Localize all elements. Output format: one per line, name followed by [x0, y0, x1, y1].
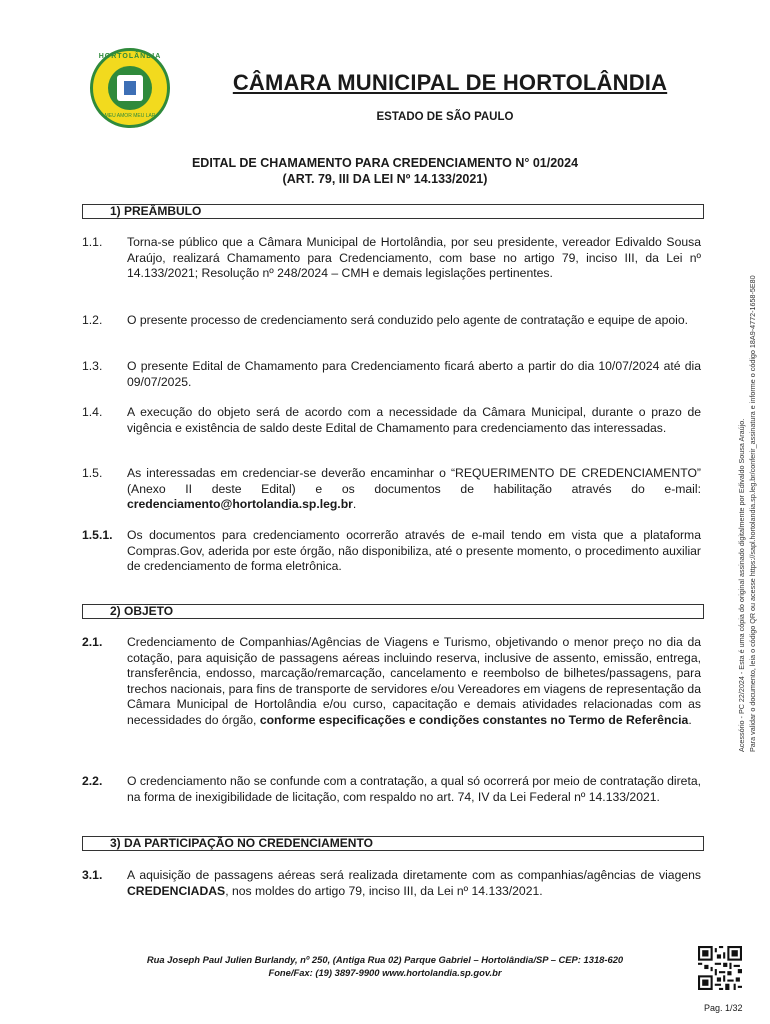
- page-number: Pag. 1/32: [704, 1003, 743, 1013]
- signature-notice: Acessório - PC 22/2024 - Esta é uma cópia do original assinado digitalmente por Edivaldo Sousa Araújo.: [737, 418, 746, 752]
- item-number: 2.1.: [82, 635, 103, 649]
- edital-title: EDITAL DE CHAMAMENTO PARA CREDENCIAMENTO N° 01/2024: [191, 156, 579, 170]
- footer-address: Rua Joseph Paul Julien Burlandy, nº 250, (Antiga Rua 02) Parque Gabriel – Hortolândia/SP – CEP: 1318-620: [146, 954, 624, 965]
- section-header-preambulo: 1) PREÂMBULO: [82, 204, 704, 219]
- footer-contact: Fone/Fax: (19) 3897-9900 www.hortolandia.sp.gov.br: [268, 967, 502, 978]
- item-number: 1.5.1.: [82, 528, 113, 542]
- municipal-seal: [90, 48, 170, 128]
- shield-icon: [117, 75, 143, 101]
- item-number: 1.1.: [82, 235, 103, 249]
- item-number: 1.4.: [82, 405, 103, 419]
- state-subtitle: ESTADO DE SÃO PAULO: [376, 111, 514, 123]
- paragraph-text: , nos moldes do artigo 79, inciso III, da Lei nº 14.133/2021.: [225, 883, 543, 898]
- email-link[interactable]: credenciamento@hortolandia.sp.leg.br: [127, 497, 353, 511]
- paragraph-1-5-1: Os documentos para credenciamento ocorrerão através de e-mail tendo em vista que a plataforma Compras.Gov, aderida por este órgão, não disponibiliza, até o presente momento, o procedimento auxiliar de credenciamento de forma eletrônica.: [127, 528, 701, 573]
- paragraph-2-2: O credenciamento não se confunde com a contratação, a qual só ocorrerá por meio de contratação direta, na forma de inexigibilidade de licitação, com respaldo no art. 74, IV da Lei Federal nº 14.133/2021.: [127, 774, 701, 804]
- paragraph-1-4: A execução do objeto será de acordo com a necessidade da Câmara Municipal, durante o prazo de vigência e existência de saldo deste Edital de Chamamento para credenciamento das interessadas.: [127, 405, 701, 435]
- item-number: 2.2.: [82, 774, 103, 788]
- paragraph-emphasis: conforme especificações e condições constantes no Termo de Referência: [259, 712, 689, 727]
- paragraph-1-2: O presente processo de credenciamento será conduzido pelo agente de contratação e equipe de apoio.: [127, 313, 689, 327]
- paragraph-text: .: [688, 712, 692, 727]
- paragraph-3-1: [127, 868, 701, 899]
- page-title: CÂMARA MUNICIPAL DE HORTOLÂNDIA: [232, 70, 668, 95]
- paragraph-1-5: [127, 466, 701, 513]
- paragraph-emphasis: CREDENCIADAS: [127, 883, 226, 898]
- item-number: 1.2.: [82, 313, 103, 327]
- paragraph-text: .: [352, 497, 357, 511]
- paragraph-1-3: O presente Edital de Chamamento para Credenciamento ficará aberto a partir do dia 10/07/2024 até dia 09/07/2025.: [127, 359, 701, 389]
- seal-emblem: [108, 66, 152, 110]
- paragraph-1-1: Torna-se público que a Câmara Municipal de Hortolândia, por seu presidente, vereador Edivaldo Sousa Araújo, realizará Chamamento para Credenciamento, com base no artigo 79, inciso III, da Lei nº 14.133/2021; Resolução nº 248/2024 – CMH e demais legislações pertinentes.: [127, 235, 701, 280]
- section-header-objeto: 2) OBJETO: [82, 604, 704, 619]
- edital-law-reference: (ART. 79, III DA LEI Nº 14.133/2021): [282, 172, 488, 186]
- section-header-participacao: 3) DA PARTICIPAÇÃO NO CREDENCIAMENTO: [82, 836, 704, 851]
- paragraph-text: As interessadas em credenciar-se deverão encaminhar o “REQUERIMENTO DE CREDENCIAMENTO” (Anexo II deste Edital) e os documentos de habilitação através do e-mail:: [127, 466, 701, 496]
- qr-code-icon[interactable]: [698, 946, 742, 990]
- item-number: 3.1.: [82, 868, 103, 882]
- signature-validation: Para validar o documento, leia o código QR ou acesse https://sapl.hortolandia.sp.leg.br/conferir_assinatura e informe o código 18A9-4772-1658-5E80: [748, 275, 757, 752]
- item-number: 1.3.: [82, 359, 103, 373]
- seal-top-text: HORTOLÂNDIA: [98, 53, 162, 60]
- paragraph-text: A aquisição de passagens aéreas será realizada diretamente com as companhias/agências de viagens: [127, 868, 701, 882]
- paragraph-2-1: [127, 635, 701, 728]
- paragraph-text: Credenciamento de Companhias/Agências de Viagens e Turismo, objetivando o menor preço no dia da cotação, para aquisição de passagens aéreas incluindo reserva, inclusive de assento, emissão, entrega, transferência, endosso, marcação/remarcação, cancelamento e reembolso de bilhetes/passagens, para trechos nacionais, para fins de transporte de servidores e/ou Vereadores em viagens de representação da Câmara Municipal de Hortolândia e/ou curso, capacitação e demais atividades relacionadas com as necessidades do órgão,: [127, 635, 701, 727]
- seal-bottom-text: MEU AMOR MEU LAR: [104, 113, 156, 119]
- item-number: 1.5.: [82, 466, 103, 480]
